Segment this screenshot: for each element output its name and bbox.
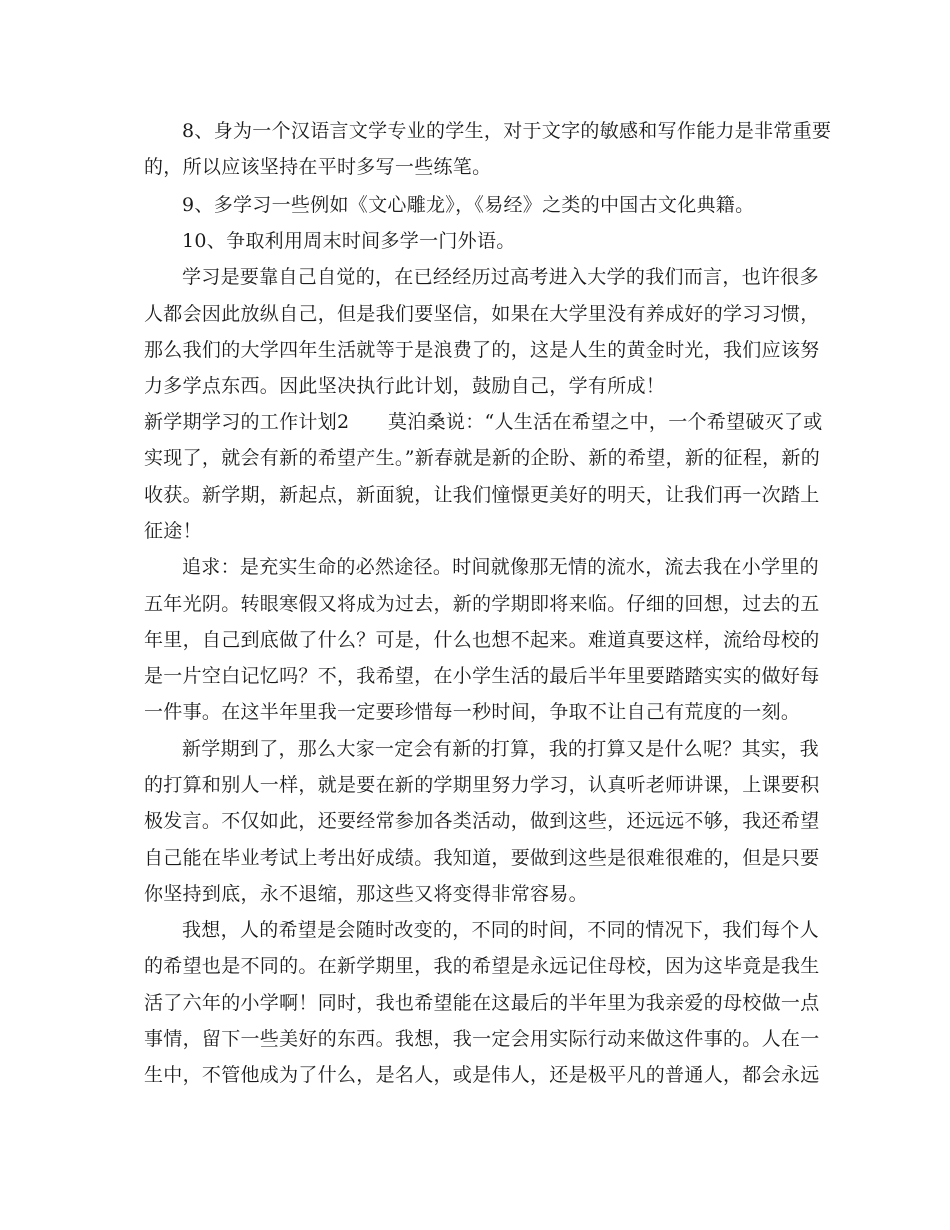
text-line: 一件事。在这半年里我一定要珍惜每一秒时间，争取不让自己有荒度的一刻。 — [144, 701, 801, 723]
text-line: 年里，自己到底做了什么？可是，什么也想不起来。难道真要这样，流给母校的 — [144, 629, 820, 651]
text-line: 你坚持到底，永不退缩，那这些又将变得非常容易。 — [144, 883, 588, 905]
text-line: 收获。新学期，新起点，新面貌，让我们憧憬更美好的明天，让我们再一次踏上 — [144, 484, 820, 506]
text-line: 我想，人的希望是会随时改变的，不同的时间，不同的情况下，我们每个人 — [182, 919, 819, 941]
text-line: 的，所以应该坚持在平时多写一些练笔。 — [144, 156, 492, 178]
text-line: 那么我们的大学四年生活就等于是浪费了的，这是人生的黄金时光，我们应该努 — [144, 339, 820, 361]
text-line: 征途！ — [144, 520, 202, 542]
text-line: 的打算和别人一样，就是要在新的学期里努力学习，认真听老师讲课，上课要积 — [144, 774, 820, 796]
text-line: 人都会因此放纵自己，但是我们要坚信，如果在大学里没有养成好的学习习惯， — [144, 303, 820, 325]
text-line: 新学期到了，那么大家一定会有新的打算，我的打算又是什么呢？其实，我 — [182, 738, 819, 760]
text-line: 9、多学习一些例如《文心雕龙》，《易经》之类的中国古文化典籍。 — [182, 194, 755, 216]
text-line: 8、身为一个汉语言文学专业的学生，对于文字的敏感和写作能力是非常重要 — [182, 120, 832, 142]
text-line: 极发言。不仅如此，还要经常参加各类活动，做到这些，还远远不够，我还希望 — [144, 810, 820, 832]
text-line: 实现了，就会有新的希望产生。”新春就是新的企盼、新的希望，新的征程，新的 — [144, 447, 821, 469]
text-line: 10、争取利用周末时间多学一门外语。 — [182, 230, 516, 252]
text-line: 追求：是充实生命的必然途径。时间就像那无情的流水，流去我在小学里的 — [182, 556, 819, 578]
text-line: 的希望也是不同的。在新学期里，我的希望是永远记住母校，因为这毕竟是我生 — [144, 955, 820, 977]
text-line: 五年光阴。转眼寒假又将成为过去，新的学期即将来临。仔细的回想，过去的五 — [144, 593, 820, 615]
text-line: 是一片空白记忆吗？不，我希望，在小学生活的最后半年里要踏踏实实的做好每 — [144, 665, 820, 687]
text-line: 事情，留下一些美好的东西。我想，我一定会用实际行动来做这件事的。人在一 — [144, 1028, 820, 1050]
text-line: 自己能在毕业考试上考出好成绩。我知道，要做到这些是很难很难的，但是只要 — [144, 847, 820, 869]
text-line: 新学期学习的工作计划2 莫泊桑说：“人生活在希望之中，一个希望破灭了或 — [144, 411, 823, 433]
text-line: 学习是要靠自己自觉的，在已经经历过高考进入大学的我们而言，也许很多 — [182, 266, 819, 288]
text-line: 活了六年的小学啊！同时，我也希望能在这最后的半年里为我亲爱的母校做一点 — [144, 992, 820, 1014]
text-line: 生中，不管他成为了什么，是名人，或是伟人，还是极平凡的普通人，都会永远 — [144, 1064, 820, 1086]
text-line: 力多学点东西。因此坚决执行此计划，鼓励自己，学有所成！ — [144, 375, 666, 397]
